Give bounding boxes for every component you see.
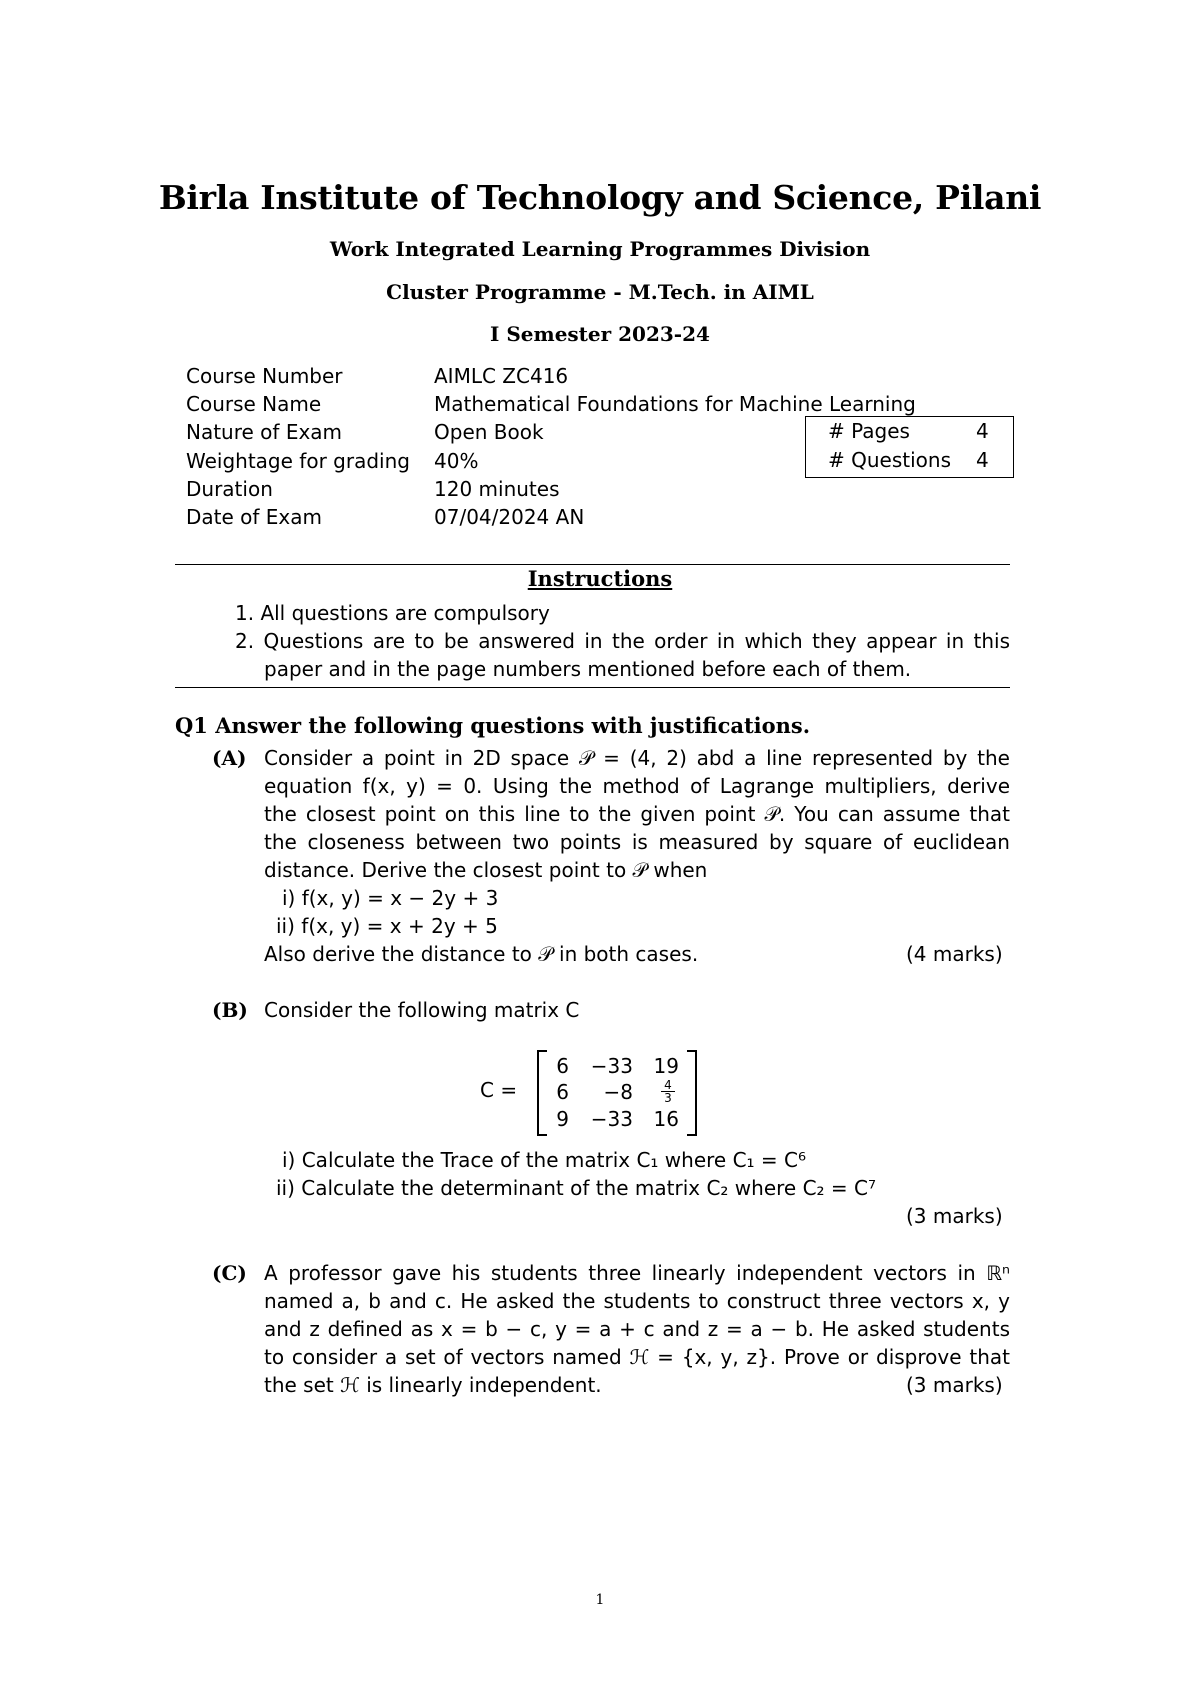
matrix-fraction (661, 1079, 675, 1104)
instruction-item: 1. All questions are compulsory (235, 601, 550, 625)
part-c-last: the set ℋ is linearly independent. (264, 1373, 602, 1397)
divider-bottom (175, 687, 1010, 688)
part-a-line: the closeness between two points is measured by square of euclidean (264, 830, 1010, 854)
meta-label: Nature of Exam (186, 420, 343, 444)
part-a-line: equation f(x, y) = 0. Using the method of Lagrange multipliers, derive (264, 774, 1010, 798)
part-a-sub-i: i) f(x, y) = x − 2y + 3 (282, 886, 499, 910)
programme-title: Cluster Programme - M.Tech. in AIML (386, 280, 814, 304)
part-c-line: to consider a set of vectors named ℋ = {x, y, z}. Prove or disprove that (264, 1345, 1010, 1369)
part-a-marks: (4 marks) (906, 942, 1003, 966)
part-a-tail: Also derive the distance to 𝒫 in both cases. (264, 942, 699, 966)
pages-value: 4 (976, 419, 989, 443)
part-c-marks: (3 marks) (906, 1373, 1003, 1397)
part-b-marks: (3 marks) (906, 1204, 1003, 1228)
meta-label: Date of Exam (186, 505, 323, 529)
meta-value: 120 minutes (434, 477, 560, 501)
matrix-cell: 6 (556, 1080, 569, 1104)
part-a-label: (A) (212, 746, 247, 770)
meta-label: Course Name (186, 392, 322, 416)
semester-title: I Semester 2023-24 (490, 322, 710, 346)
instruction-item: paper and in the page numbers mentioned before each of them. (264, 657, 912, 681)
matrix-cell: 16 (653, 1107, 679, 1131)
meta-value: 07/04/2024 AN (434, 505, 585, 529)
fraction-numerator: 4 (661, 1079, 675, 1092)
instruction-item: 2. Questions are to be answered in the order in which they appear in this (235, 629, 1010, 653)
meta-label: Weightage for grading (186, 449, 410, 473)
part-a-sub-ii: ii) f(x, y) = x + 2y + 5 (276, 914, 498, 938)
matrix-name: C = (480, 1078, 518, 1102)
part-c-line: and z defined as x = b − c, y = a + c and z = a − b. He asked students (264, 1317, 1010, 1341)
institute-title: Birla Institute of Technology and Science, Pilani (158, 178, 1042, 217)
page-number: 1 (595, 1592, 605, 1608)
pages-label: # Pages (828, 419, 910, 443)
divider-top (175, 564, 1010, 565)
matrix-c (537, 1050, 697, 1134)
part-a-line: Consider a point in 2D space 𝒫 = (4, 2) abd a line represented by the (264, 746, 1010, 770)
matrix-right-bracket (687, 1050, 697, 1136)
instructions-title: Instructions (527, 566, 673, 591)
matrix-cell: 6 (556, 1054, 569, 1078)
division-title: Work Integrated Learning Programmes Division (329, 237, 871, 261)
meta-value: 40% (434, 449, 479, 473)
part-b-label: (B) (212, 998, 248, 1022)
part-c-line: A professor gave his students three linearly independent vectors in ℝⁿ (264, 1261, 1010, 1285)
part-c-line: named a, b and c. He asked the students to construct three vectors x, y (264, 1289, 1010, 1313)
matrix-cell: 19 (653, 1054, 679, 1078)
meta-label: Duration (186, 477, 273, 501)
part-b-sub-i: i) Calculate the Trace of the matrix C₁ where C₁ = C⁶ (282, 1148, 807, 1172)
q1-heading: Q1 Answer the following questions with justifications. (175, 713, 811, 738)
matrix-cell: −8 (603, 1080, 633, 1104)
meta-label: Course Number (186, 364, 343, 388)
matrix-cell: 9 (556, 1107, 569, 1131)
questions-label: # Questions (828, 448, 951, 472)
matrix-cell: −33 (590, 1107, 633, 1131)
part-c-label: (C) (212, 1261, 247, 1285)
matrix-left-bracket (537, 1050, 547, 1136)
meta-value: AIMLC ZC416 (434, 364, 569, 388)
pages-questions-box (805, 416, 1014, 478)
part-b-intro: Consider the following matrix C (264, 998, 580, 1022)
meta-value: Open Book (434, 420, 544, 444)
meta-value: Mathematical Foundations for Machine Learning (434, 392, 916, 416)
fraction-denominator: 3 (664, 1091, 672, 1105)
part-a-line: distance. Derive the closest point to 𝒫 when (264, 858, 708, 882)
matrix-cell: −33 (590, 1054, 633, 1078)
questions-value: 4 (976, 448, 989, 472)
part-a-line: the closest point on this line to the given point 𝒫. You can assume that (264, 802, 1010, 826)
part-b-sub-ii: ii) Calculate the determinant of the matrix C₂ where C₂ = C⁷ (276, 1176, 877, 1200)
